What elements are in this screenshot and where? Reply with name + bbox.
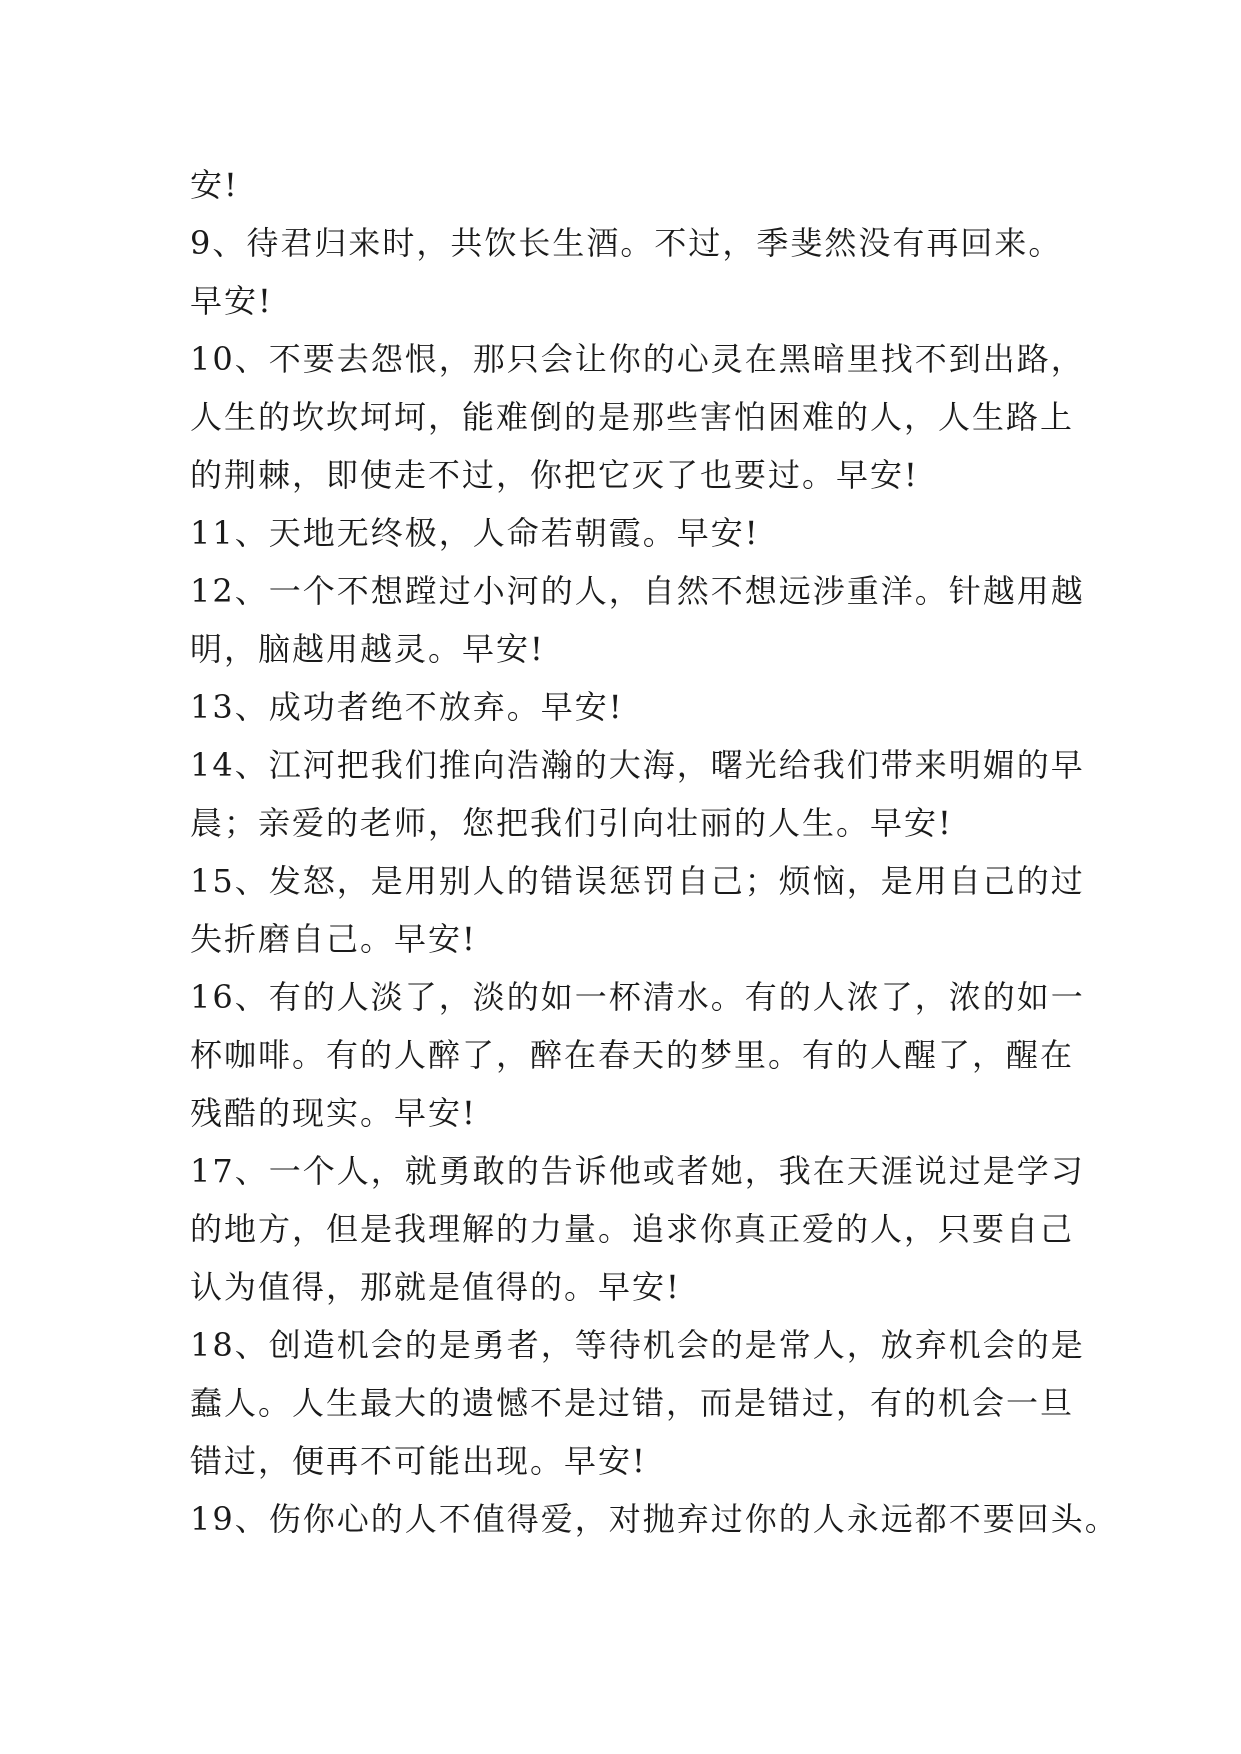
text-line: 早安! (190, 282, 273, 320)
document-body (190, 156, 1119, 1548)
text-line: 9、待君归来时，共饮长生酒。不过，季斐然没有再回来。 (190, 224, 1063, 262)
text-line: 14、江河把我们推向浩瀚的大海，曙光给我们带来明媚的早 (190, 746, 1085, 784)
text-line: 17、一个人，就勇敢的告诉他或者她，我在天涯说过是学习 (190, 1152, 1085, 1190)
text-line: 安! (190, 166, 239, 204)
text-line: 16、有的人淡了，淡的如一杯清水。有的人浓了，浓的如一 (190, 978, 1085, 1016)
text-line: 11、天地无终极，人命若朝霞。早安! (190, 514, 760, 552)
text-line: 蠢人。人生最大的遗憾不是过错，而是错过，有的机会一旦 (190, 1384, 1075, 1422)
text-line: 18、创造机会的是勇者，等待机会的是常人，放弃机会的是 (190, 1326, 1085, 1364)
text-line: 的荆棘，即使走不过，你把它灭了也要过。早安! (190, 456, 919, 494)
text-line: 人生的坎坎坷坷，能难倒的是那些害怕困难的人，人生路上 (190, 398, 1075, 436)
text-line: 10、不要去怨恨，那只会让你的心灵在黑暗里找不到出路， (190, 340, 1085, 378)
text-line: 错过，便再不可能出现。早安! (190, 1442, 647, 1480)
text-line: 的地方，但是我理解的力量。追求你真正爱的人，只要自己 (190, 1210, 1075, 1248)
text-line: 19、伤你心的人不值得爱，对抛弃过你的人永远都不要回头。 (190, 1500, 1119, 1538)
text-line: 失折磨自己。早安! (190, 920, 477, 958)
text-line: 杯咖啡。有的人醉了，醉在春天的梦里。有的人醒了，醒在 (190, 1036, 1075, 1074)
text-line: 认为值得，那就是值得的。早安! (190, 1268, 681, 1306)
text-line: 明，脑越用越灵。早安! (190, 630, 545, 668)
text-line: 13、成功者绝不放弃。早安! (190, 688, 624, 726)
text-line: 15、发怒，是用别人的错误惩罚自己；烦恼，是用自己的过 (190, 862, 1085, 900)
text-line: 12、一个不想蹚过小河的人，自然不想远涉重洋。针越用越 (190, 572, 1085, 610)
text-line: 残酷的现实。早安! (190, 1094, 477, 1132)
text-line: 晨；亲爱的老师，您把我们引向壮丽的人生。早安! (190, 804, 953, 842)
